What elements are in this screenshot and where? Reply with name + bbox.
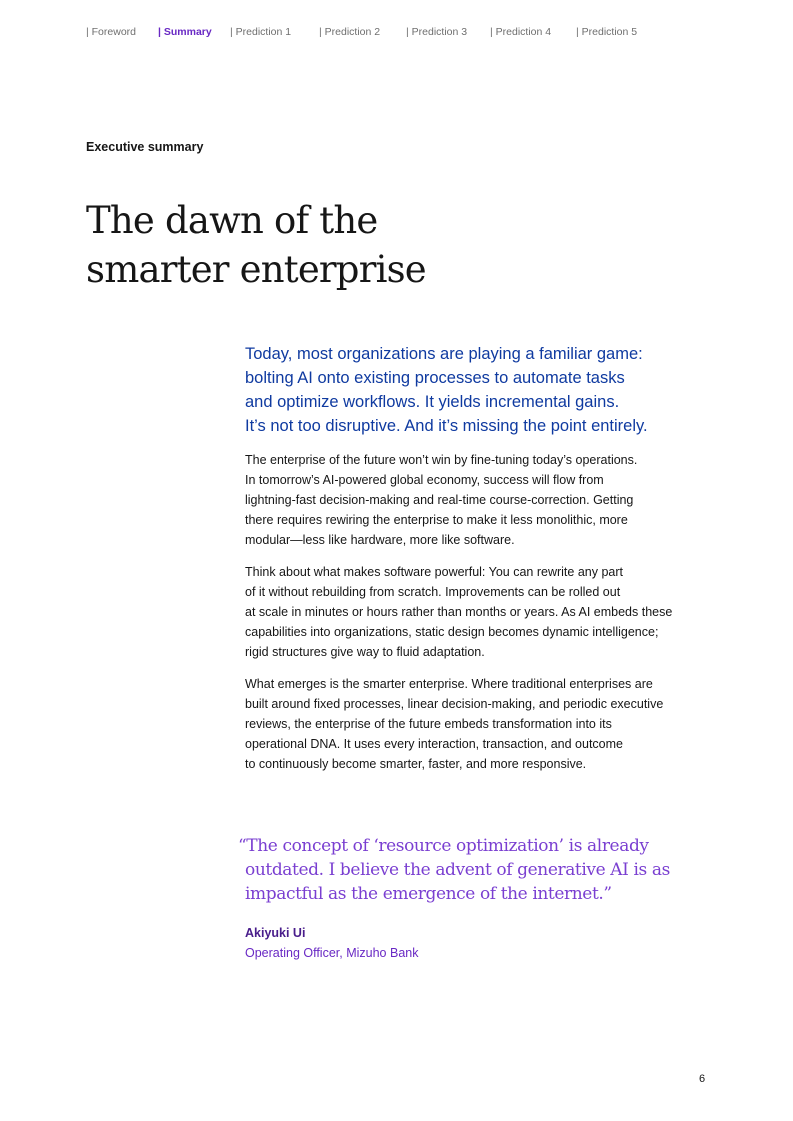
pull-quote (238, 834, 708, 906)
quote-line: “The concept of ‘resource optimization’ is already (238, 836, 649, 856)
body-line: Think about what makes software powerful: You can rewrite any part (245, 565, 623, 579)
quote-author: Akiyuki Ui (245, 926, 306, 940)
quote-line: outdated. I believe the advent of generative AI is as (245, 860, 670, 880)
nav-item-prediction-2[interactable]: | Prediction 2 (319, 26, 381, 38)
nav-item-prediction-1[interactable]: | Prediction 1 (230, 26, 292, 38)
nav-item-prediction-5[interactable]: | Prediction 5 (576, 26, 638, 38)
nav-item-summary[interactable]: | Summary (158, 26, 212, 38)
body-line: In tomorrow’s AI-powered global economy, success will flow from (245, 473, 604, 487)
nav-item-prediction-3[interactable]: | Prediction 3 (406, 26, 468, 38)
body-line: reviews, the enterprise of the future embeds transformation into its (245, 717, 612, 731)
lead-line: bolting AI onto existing processes to automate tasks (245, 369, 625, 387)
page-number: 6 (699, 1073, 706, 1085)
body-paragraph-2 (245, 562, 725, 662)
nav-item-foreword[interactable]: | Foreword (86, 26, 136, 38)
body-line: of it without rebuilding from scratch. Improvements can be rolled out (245, 585, 621, 599)
body-line: What emerges is the smarter enterprise. Where traditional enterprises are (245, 677, 653, 691)
title-line: smarter enterprise (86, 248, 426, 291)
lead-line: It’s not too disruptive. And it’s missing the point entirely. (245, 417, 648, 435)
body-line: The enterprise of the future won’t win by fine-tuning today’s operations. (245, 453, 638, 467)
body-paragraph-1 (245, 450, 725, 550)
body-line: lightning-fast decision-making and real-time course-correction. Getting (245, 493, 634, 507)
page-title (86, 196, 506, 294)
body-line: modular—less like hardware, more like software. (245, 533, 515, 547)
body-line: there requires rewiring the enterprise to make it less monolithic, more (245, 513, 628, 527)
nav-item-prediction-4[interactable]: | Prediction 4 (490, 26, 552, 38)
title-line: The dawn of the (86, 199, 378, 242)
lead-paragraph (245, 342, 715, 438)
lead-line: Today, most organizations are playing a familiar game: (245, 345, 643, 363)
body-line: rigid structures give way to fluid adaptation. (245, 645, 485, 659)
section-label: Executive summary (86, 140, 204, 154)
quote-line: impactful as the emergence of the internet.” (245, 884, 612, 904)
body-line: operational DNA. It uses every interaction, transaction, and outcome (245, 737, 623, 751)
body-line: capabilities into organizations, static design becomes dynamic intelligence; (245, 625, 659, 639)
body-line: at scale in minutes or hours rather than months or years. As AI embeds these (245, 605, 673, 619)
body-paragraph-3 (245, 674, 725, 774)
body-line: built around fixed processes, linear decision-making, and periodic executive (245, 697, 664, 711)
lead-line: and optimize workflows. It yields incremental gains. (245, 393, 620, 411)
body-line: to continuously become smarter, faster, and more responsive. (245, 757, 587, 771)
quote-author-role: Operating Officer, Mizuho Bank (245, 946, 419, 960)
